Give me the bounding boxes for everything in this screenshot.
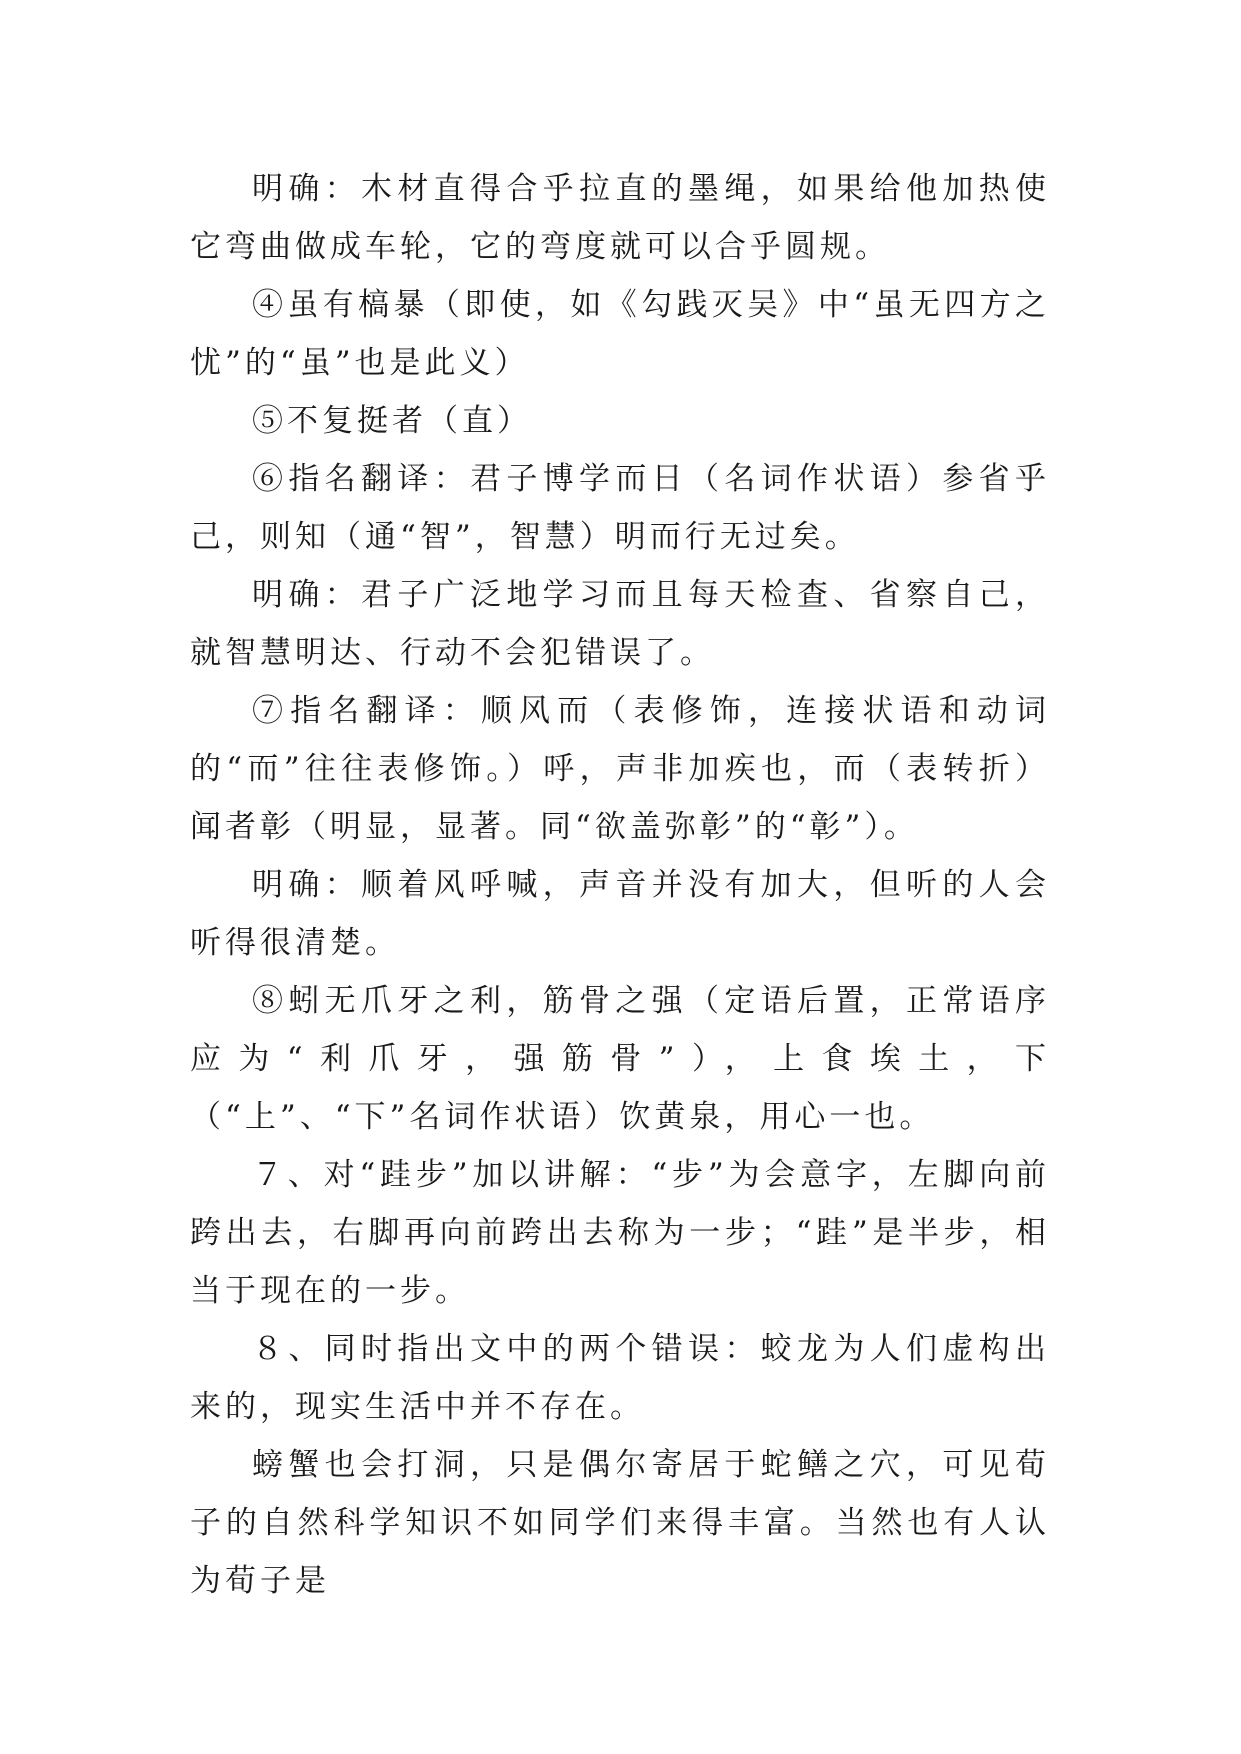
paragraph-item-7: ⑦指名翻译：顺风而（表修饰，连接状语和动词的“而”往往表修饰。）呼，声非加疾也，而（表转折）闻者彰（明显，显著。同“欲盖弥彰”的“彰”）。 (190, 693, 1050, 845)
paragraph-item-8: ⑧蚓无爪牙之利，筋骨之强（定语后置，正常语序应为“利爪牙，强筋骨”），上食埃土，下（“上”、“下”名词作状语）饮黄泉，用心一也。 (190, 983, 1050, 1135)
paragraph-crab-note: 螃蟹也会打洞，只是偶尔寄居于蛇鳝之穴，可见荀子的自然科学知识不如同学们来得丰富。当然也有人认为荀子是 (190, 1447, 1050, 1599)
paragraph-ming-que-2: 明确：君子广泛地学习而且每天检查、省察自己，就智慧明达、行动不会犯错误了。 (190, 577, 1050, 671)
document-body (190, 160, 1050, 1610)
paragraph-section-8: ８、同时指出文中的两个错误：蛟龙为人们虚构出来的，现实生活中并不存在。 (190, 1331, 1050, 1425)
paragraph-item-5: ⑤不复挺者（直） (252, 403, 532, 439)
paragraph-item-4: ④虽有槁暴（即使，如《勾践灭吴》中“虽无四方之忧”的“虽”也是此义） (190, 287, 1050, 381)
paragraph-ming-que-3: 明确：顺着风呼喊，声音并没有加大，但听的人会听得很清楚。 (190, 867, 1050, 961)
paragraph-section-7: ７、对“跬步”加以讲解：“步”为会意字，左脚向前跨出去，右脚再向前跨出去称为一步；“跬”是半步，相当于现在的一步。 (190, 1157, 1050, 1309)
paragraph-item-6: ⑥指名翻译：君子博学而日（名词作状语）参省乎己，则知（通“智”，智慧）明而行无过矣。 (190, 461, 1050, 555)
paragraph-ming-que-1: 明确：木材直得合乎拉直的墨绳，如果给他加热使它弯曲做成车轮，它的弯度就可以合乎圆规。 (190, 171, 1050, 265)
